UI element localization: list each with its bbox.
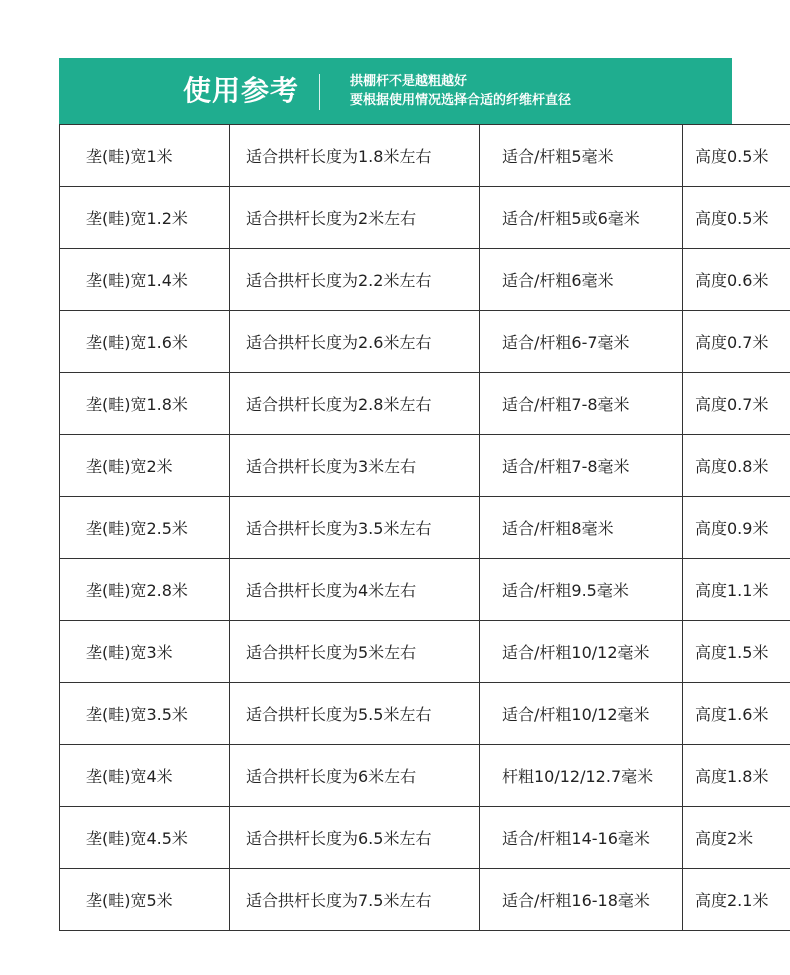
table-row [60,497,790,559]
header-divider [319,74,320,110]
reference-table [59,124,790,931]
rod-diameter-cell: 适合/杆粗5或6毫米 [480,187,683,249]
arch-height-cell: 高度0.5米 [683,125,790,187]
bed-width-cell: 垄(畦)宽4米 [60,745,230,807]
arch-height-cell: 高度0.9米 [683,497,790,559]
rod-length-cell: 适合拱杆长度为2米左右 [230,187,480,249]
rod-diameter-cell: 适合/杆粗8毫米 [480,497,683,559]
note-line-1: 拱棚杆不是越粗越好 [350,74,468,89]
header-banner [59,58,732,124]
arch-height-cell: 高度1.8米 [683,745,790,807]
bed-width-cell: 垄(畦)宽1.8米 [60,373,230,435]
arch-height-cell: 高度0.8米 [683,435,790,497]
arch-height-cell: 高度1.1米 [683,559,790,621]
table-row [60,869,790,931]
rod-length-cell: 适合拱杆长度为2.2米左右 [230,249,480,311]
bed-width-cell: 垄(畦)宽2米 [60,435,230,497]
rod-length-cell: 适合拱杆长度为4米左右 [230,559,480,621]
arch-height-cell: 高度0.7米 [683,311,790,373]
rod-length-cell: 适合拱杆长度为3米左右 [230,435,480,497]
table-row [60,311,790,373]
rod-diameter-cell: 适合/杆粗14-16毫米 [480,807,683,869]
reference-panel [59,58,769,931]
arch-height-cell: 高度0.7米 [683,373,790,435]
table-row [60,621,790,683]
rod-diameter-cell: 适合/杆粗10/12毫米 [480,621,683,683]
rod-length-cell: 适合拱杆长度为5米左右 [230,621,480,683]
bed-width-cell: 垄(畦)宽1米 [60,125,230,187]
rod-diameter-cell: 杆粗10/12/12.7毫米 [480,745,683,807]
table-row [60,683,790,745]
table-row [60,435,790,497]
arch-height-cell: 高度2.1米 [683,869,790,931]
table-row [60,559,790,621]
bed-width-cell: 垄(畦)宽4.5米 [60,807,230,869]
page-title: 使用参考 [183,74,300,107]
table-row [60,807,790,869]
rod-length-cell: 适合拱杆长度为2.6米左右 [230,311,480,373]
rod-diameter-cell: 适合/杆粗5毫米 [480,125,683,187]
table-row [60,373,790,435]
rod-length-cell: 适合拱杆长度为6米左右 [230,745,480,807]
bed-width-cell: 垄(畦)宽2.5米 [60,497,230,559]
bed-width-cell: 垄(畦)宽2.8米 [60,559,230,621]
table-row [60,125,790,187]
bed-width-cell: 垄(畦)宽1.6米 [60,311,230,373]
rod-diameter-cell: 适合/杆粗7-8毫米 [480,373,683,435]
arch-height-cell: 高度0.5米 [683,187,790,249]
rod-diameter-cell: 适合/杆粗10/12毫米 [480,683,683,745]
rod-length-cell: 适合拱杆长度为2.8米左右 [230,373,480,435]
arch-height-cell: 高度1.6米 [683,683,790,745]
bed-width-cell: 垄(畦)宽1.2米 [60,187,230,249]
bed-width-cell: 垄(畦)宽3.5米 [60,683,230,745]
note-line-2: 要根据使用情况选择合适的纤维杆直径 [350,93,572,108]
arch-height-cell: 高度0.6米 [683,249,790,311]
rod-length-cell: 适合拱杆长度为5.5米左右 [230,683,480,745]
rod-diameter-cell: 适合/杆粗7-8毫米 [480,435,683,497]
rod-length-cell: 适合拱杆长度为3.5米左右 [230,497,480,559]
bed-width-cell: 垄(畦)宽1.4米 [60,249,230,311]
table-row [60,187,790,249]
arch-height-cell: 高度2米 [683,807,790,869]
rod-diameter-cell: 适合/杆粗9.5毫米 [480,559,683,621]
rod-diameter-cell: 适合/杆粗6毫米 [480,249,683,311]
table-row [60,249,790,311]
bed-width-cell: 垄(畦)宽3米 [60,621,230,683]
table-row [60,745,790,807]
rod-length-cell: 适合拱杆长度为1.8米左右 [230,125,480,187]
bed-width-cell: 垄(畦)宽5米 [60,869,230,931]
rod-length-cell: 适合拱杆长度为7.5米左右 [230,869,480,931]
arch-height-cell: 高度1.5米 [683,621,790,683]
rod-diameter-cell: 适合/杆粗6-7毫米 [480,311,683,373]
header-note [350,72,571,110]
rod-diameter-cell: 适合/杆粗16-18毫米 [480,869,683,931]
rod-length-cell: 适合拱杆长度为6.5米左右 [230,807,480,869]
